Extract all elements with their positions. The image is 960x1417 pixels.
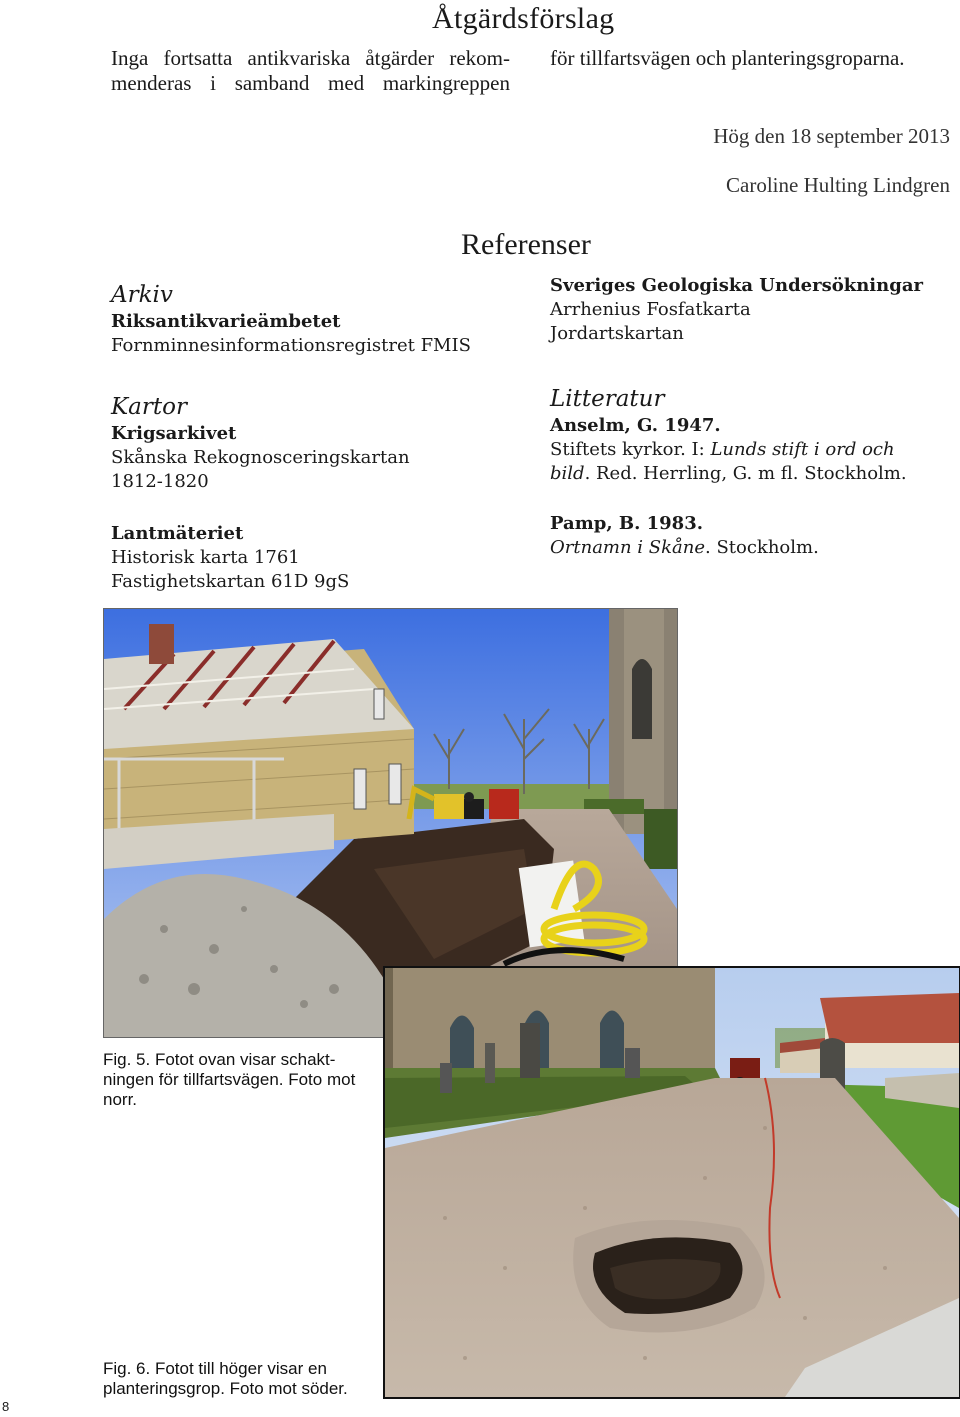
section-title-kartor: Kartor (111, 394, 187, 420)
ref1-author: Anselm, G. 1947. (550, 415, 721, 436)
figure-6-caption (103, 1359, 373, 1399)
ref2-plain: . Stockholm. (705, 537, 819, 558)
references-heading: Referenser (461, 228, 591, 261)
org-lantmateriet: Lantmäteriet (111, 523, 244, 544)
ref2-italic: Ortnamn i Skåne (550, 537, 705, 558)
photo-fig6-illustration (385, 968, 959, 1397)
ref-item-historisk-karta: Historisk karta 1761 (111, 547, 300, 568)
kartor-block (111, 392, 531, 494)
intro-word: i (210, 71, 216, 95)
intro-word: samband (234, 71, 310, 95)
figure-6-caption-text: Fig. 6. Fotot till höger visar en planteringsgrop. Foto mot söder. (103, 1359, 348, 1398)
ref-item-years: 1812-1820 (111, 471, 209, 492)
ref1-italic-2: bild (550, 463, 585, 484)
ref1-plain: Stiftets kyrkor. I: (550, 439, 711, 460)
page-number: 8 (2, 1399, 10, 1414)
ref2-line (550, 536, 950, 560)
ref1-line1 (550, 438, 950, 462)
intro-left-line1: Inga fortsatta antikvariska åtgärder rekom- (111, 46, 510, 70)
ref-item-jordartskartan: Jordartskartan (550, 323, 684, 344)
intro-word: med (328, 71, 365, 95)
ref-item-fosfatkarta: Arrhenius Fosfatkarta (550, 299, 751, 320)
ref-item-rekognosceringskartan: Skånska Rekognosceringskartan (111, 447, 410, 468)
references-right-column (550, 274, 950, 560)
ref2-author: Pamp, B. 1983. (550, 513, 703, 534)
ref1-plain-2: . Red. Herrling, G. m fl. Stockholm. (584, 463, 907, 484)
org-sgu: Sveriges Geologiska Undersökningar (550, 275, 923, 296)
arkiv-block (111, 280, 531, 358)
ref1-line2 (550, 462, 950, 486)
figure-5-caption (103, 1050, 363, 1110)
intro-left-line2 (111, 71, 510, 96)
intro-text-left (111, 46, 510, 96)
references-left-column (111, 280, 531, 622)
photo-fig6-planting-pit (383, 966, 960, 1399)
section-title-arkiv: Arkiv (111, 282, 173, 308)
page-heading: Åtgärdsförslag (432, 2, 615, 35)
litteratur-block (550, 384, 950, 560)
signature-place-date: Hög den 18 september 2013 (713, 124, 950, 148)
signature-author: Caroline Hulting Lindgren (726, 173, 950, 197)
ref-item-fmis: Fornminnesinformationsregistret FMIS (111, 335, 471, 356)
intro-word: menderas (111, 71, 192, 95)
intro-text-right: för tillfartsvägen och planteringsgroparna. (550, 46, 905, 70)
ref-item-fastighetskartan: Fastighetskartan 61D 9gS (111, 571, 350, 592)
ref1-italic: Lunds stift i ord och (710, 439, 895, 460)
org-krigsarkivet: Krigsarkivet (111, 423, 237, 444)
figure-5-caption-text: Fig. 5. Fotot ovan visar schakt-ningen för tillfartsvägen. Foto mot norr. (103, 1050, 356, 1109)
lantmateriet-block (111, 522, 531, 594)
sgu-block (550, 274, 950, 346)
org-riksantikvarieambetet: Riksantikvarieämbetet (111, 311, 341, 332)
section-title-litteratur: Litteratur (550, 386, 665, 412)
intro-word: markingreppen (382, 71, 510, 95)
